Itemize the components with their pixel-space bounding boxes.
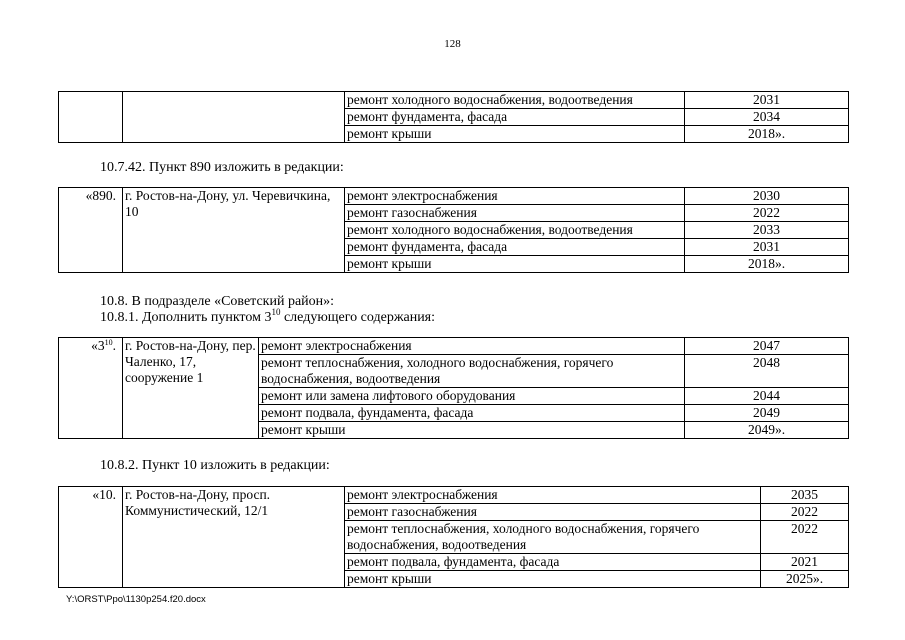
paragraph-10-8-1: 10.8.1. Дополнить пунктом $3^{10}$ следующего содержания: — [100, 307, 436, 325]
item-address: г. Ростов-на-Дону, просп. Коммунистический, 12/1 — [123, 487, 345, 588]
work-cell: ремонт фундамента, фасада — [345, 109, 685, 126]
work-cell: ремонт подвала, фундамента, фасада — [259, 405, 685, 422]
table-row — [59, 487, 849, 504]
item-address: г. Ростов-на-Дону, пер. Чаленко, 17, сооружение 1 — [123, 338, 259, 439]
year-cell: 2049». — [685, 422, 849, 439]
table-row — [59, 338, 849, 355]
table-row — [59, 188, 849, 205]
work-cell: ремонт газоснабжения — [345, 504, 761, 521]
table-item-3-10 — [58, 337, 849, 439]
year-cell: 2022 — [761, 504, 849, 521]
year-cell: 2025». — [761, 571, 849, 588]
year-cell: 2033 — [685, 222, 849, 239]
item-number: «$3^{10}$. — [59, 338, 123, 439]
year-cell: 2022 — [685, 205, 849, 222]
work-cell: ремонт подвала, фундамента, фасада — [345, 554, 761, 571]
year-cell: 2048 — [685, 355, 849, 388]
work-cell: ремонт крыши — [345, 256, 685, 273]
year-cell: 2034 — [685, 109, 849, 126]
item-number: «10. — [59, 487, 123, 588]
year-cell: 2035 — [761, 487, 849, 504]
work-cell: ремонт фундамента, фасада — [345, 239, 685, 256]
paragraph-10-8: 10.8. В подразделе «Советский район»: — [100, 294, 335, 309]
item-number: «890. — [59, 188, 123, 273]
table-item-10 — [58, 486, 849, 588]
work-cell: ремонт крыши — [345, 571, 761, 588]
work-cell: ремонт теплоснабжения, холодного водоснабжения, горячего водоснабжения, водоотведения — [259, 355, 685, 388]
work-cell: ремонт холодного водоснабжения, водоотведения — [345, 222, 685, 239]
work-cell: ремонт электроснабжения — [345, 188, 685, 205]
work-cell: ремонт электроснабжения — [345, 487, 761, 504]
work-cell: ремонт холодного водоснабжения, водоотведения — [345, 92, 685, 109]
work-cell: ремонт или замена лифтового оборудования — [259, 388, 685, 405]
year-cell: 2018». — [685, 256, 849, 273]
paragraph-10-7-42: 10.7.42. Пункт 890 изложить в редакции: — [100, 160, 344, 175]
year-cell: 2021 — [761, 554, 849, 571]
year-cell: 2030 — [685, 188, 849, 205]
year-cell: 2031 — [685, 239, 849, 256]
item-address: г. Ростов-на-Дону, ул. Черевичкина, 10 — [123, 188, 345, 273]
table-row — [59, 92, 849, 109]
paragraph-10-8-2: 10.8.2. Пункт 10 изложить в редакции: — [100, 458, 330, 473]
year-cell: 2018». — [685, 126, 849, 143]
work-cell: ремонт крыши — [345, 126, 685, 143]
year-cell: 2031 — [685, 92, 849, 109]
table-continuation — [58, 91, 849, 143]
year-cell: 2044 — [685, 388, 849, 405]
year-cell: 2049 — [685, 405, 849, 422]
work-cell: ремонт газоснабжения — [345, 205, 685, 222]
year-cell: 2047 — [685, 338, 849, 355]
work-cell: ремонт крыши — [259, 422, 685, 439]
file-path-footer: Y:\ORST\Ppo\1130p254.f20.docx — [66, 594, 206, 605]
year-cell: 2022 — [761, 521, 849, 554]
table-item-890 — [58, 187, 849, 273]
work-cell: ремонт теплоснабжения, холодного водоснабжения, горячего водоснабжения, водоотведения — [345, 521, 761, 554]
number-cell — [59, 92, 123, 143]
page-number: 128 — [444, 38, 461, 50]
address-cell — [123, 92, 345, 143]
work-cell: ремонт электроснабжения — [259, 338, 685, 355]
